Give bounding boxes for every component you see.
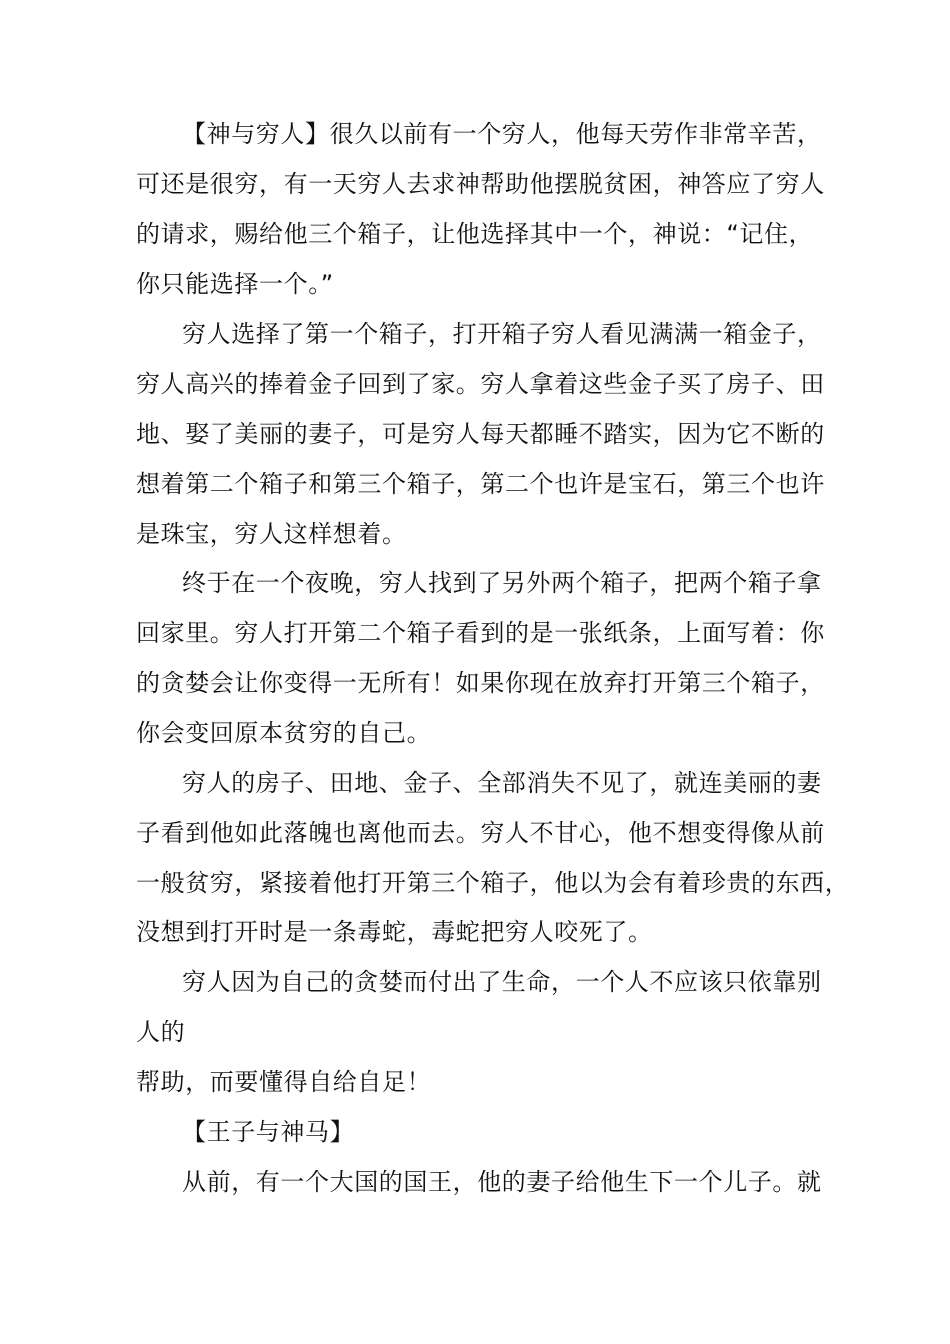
text-line: 穷人的房子、田地、金子、全部消失不见了，就连美丽的妻 [182, 769, 822, 797]
text-line: 穷人因为自己的贪婪而付出了生命，一个人不应该只依靠别 [182, 968, 822, 996]
text-line: 终于在一个夜晚，穷人找到了另外两个箱子，把两个箱子拿 [182, 569, 822, 597]
text-line: 没想到打开时是一条毒蛇，毒蛇把穷人咬死了。 [136, 918, 653, 946]
text-line: 的请求，赐给他三个箱子，让他选择其中一个，神说：“记住， [136, 220, 814, 248]
text-line: 的贪婪会让你变得一无所有！如果你现在放弃打开第三个箱子， [136, 669, 825, 697]
text-line: 穷人高兴的捧着金子回到了家。穷人拿着这些金子买了房子、田 [136, 370, 825, 398]
text-line: 【神与穷人】很久以前有一个穷人，他每天劳作非常辛苦， [182, 120, 822, 148]
text-line: 是珠宝，穷人这样想着。 [136, 520, 407, 548]
text-line: 穷人选择了第一个箱子，打开箱子穷人看见满满一箱金子， [182, 320, 822, 348]
text-line: 人的 [136, 1018, 186, 1046]
text-line: 回家里。穷人打开第二个箱子看到的是一张纸条，上面写着：你 [136, 619, 825, 647]
text-line: 你会变回原本贫穷的自己。 [136, 719, 432, 747]
text-line: 你只能选择一个。” [136, 270, 334, 298]
text-line: 帮助，而要懂得自给自足！ [136, 1068, 432, 1096]
text-line: 一般贫穷，紧接着他打开第三个箱子，他以为会有着珍贵的东西， [136, 869, 850, 897]
text-line: 想着第二个箱子和第三个箱子，第二个也许是宝石，第三个也许 [136, 470, 825, 498]
text-line: 地、娶了美丽的妻子，可是穷人每天都睡不踏实，因为它不断的 [136, 420, 825, 448]
text-line: 子看到他如此落魄也离他而去。穷人不甘心，他不想变得像从前 [136, 819, 825, 847]
section-heading: 【王子与神马】 [182, 1118, 355, 1146]
text-line: 从前，有一个大国的国王，他的妻子给他生下一个儿子。就 [182, 1168, 822, 1196]
text-line: 可还是很穷，有一天穷人去求神帮助他摆脱贫困，神答应了穷人 [136, 170, 825, 198]
